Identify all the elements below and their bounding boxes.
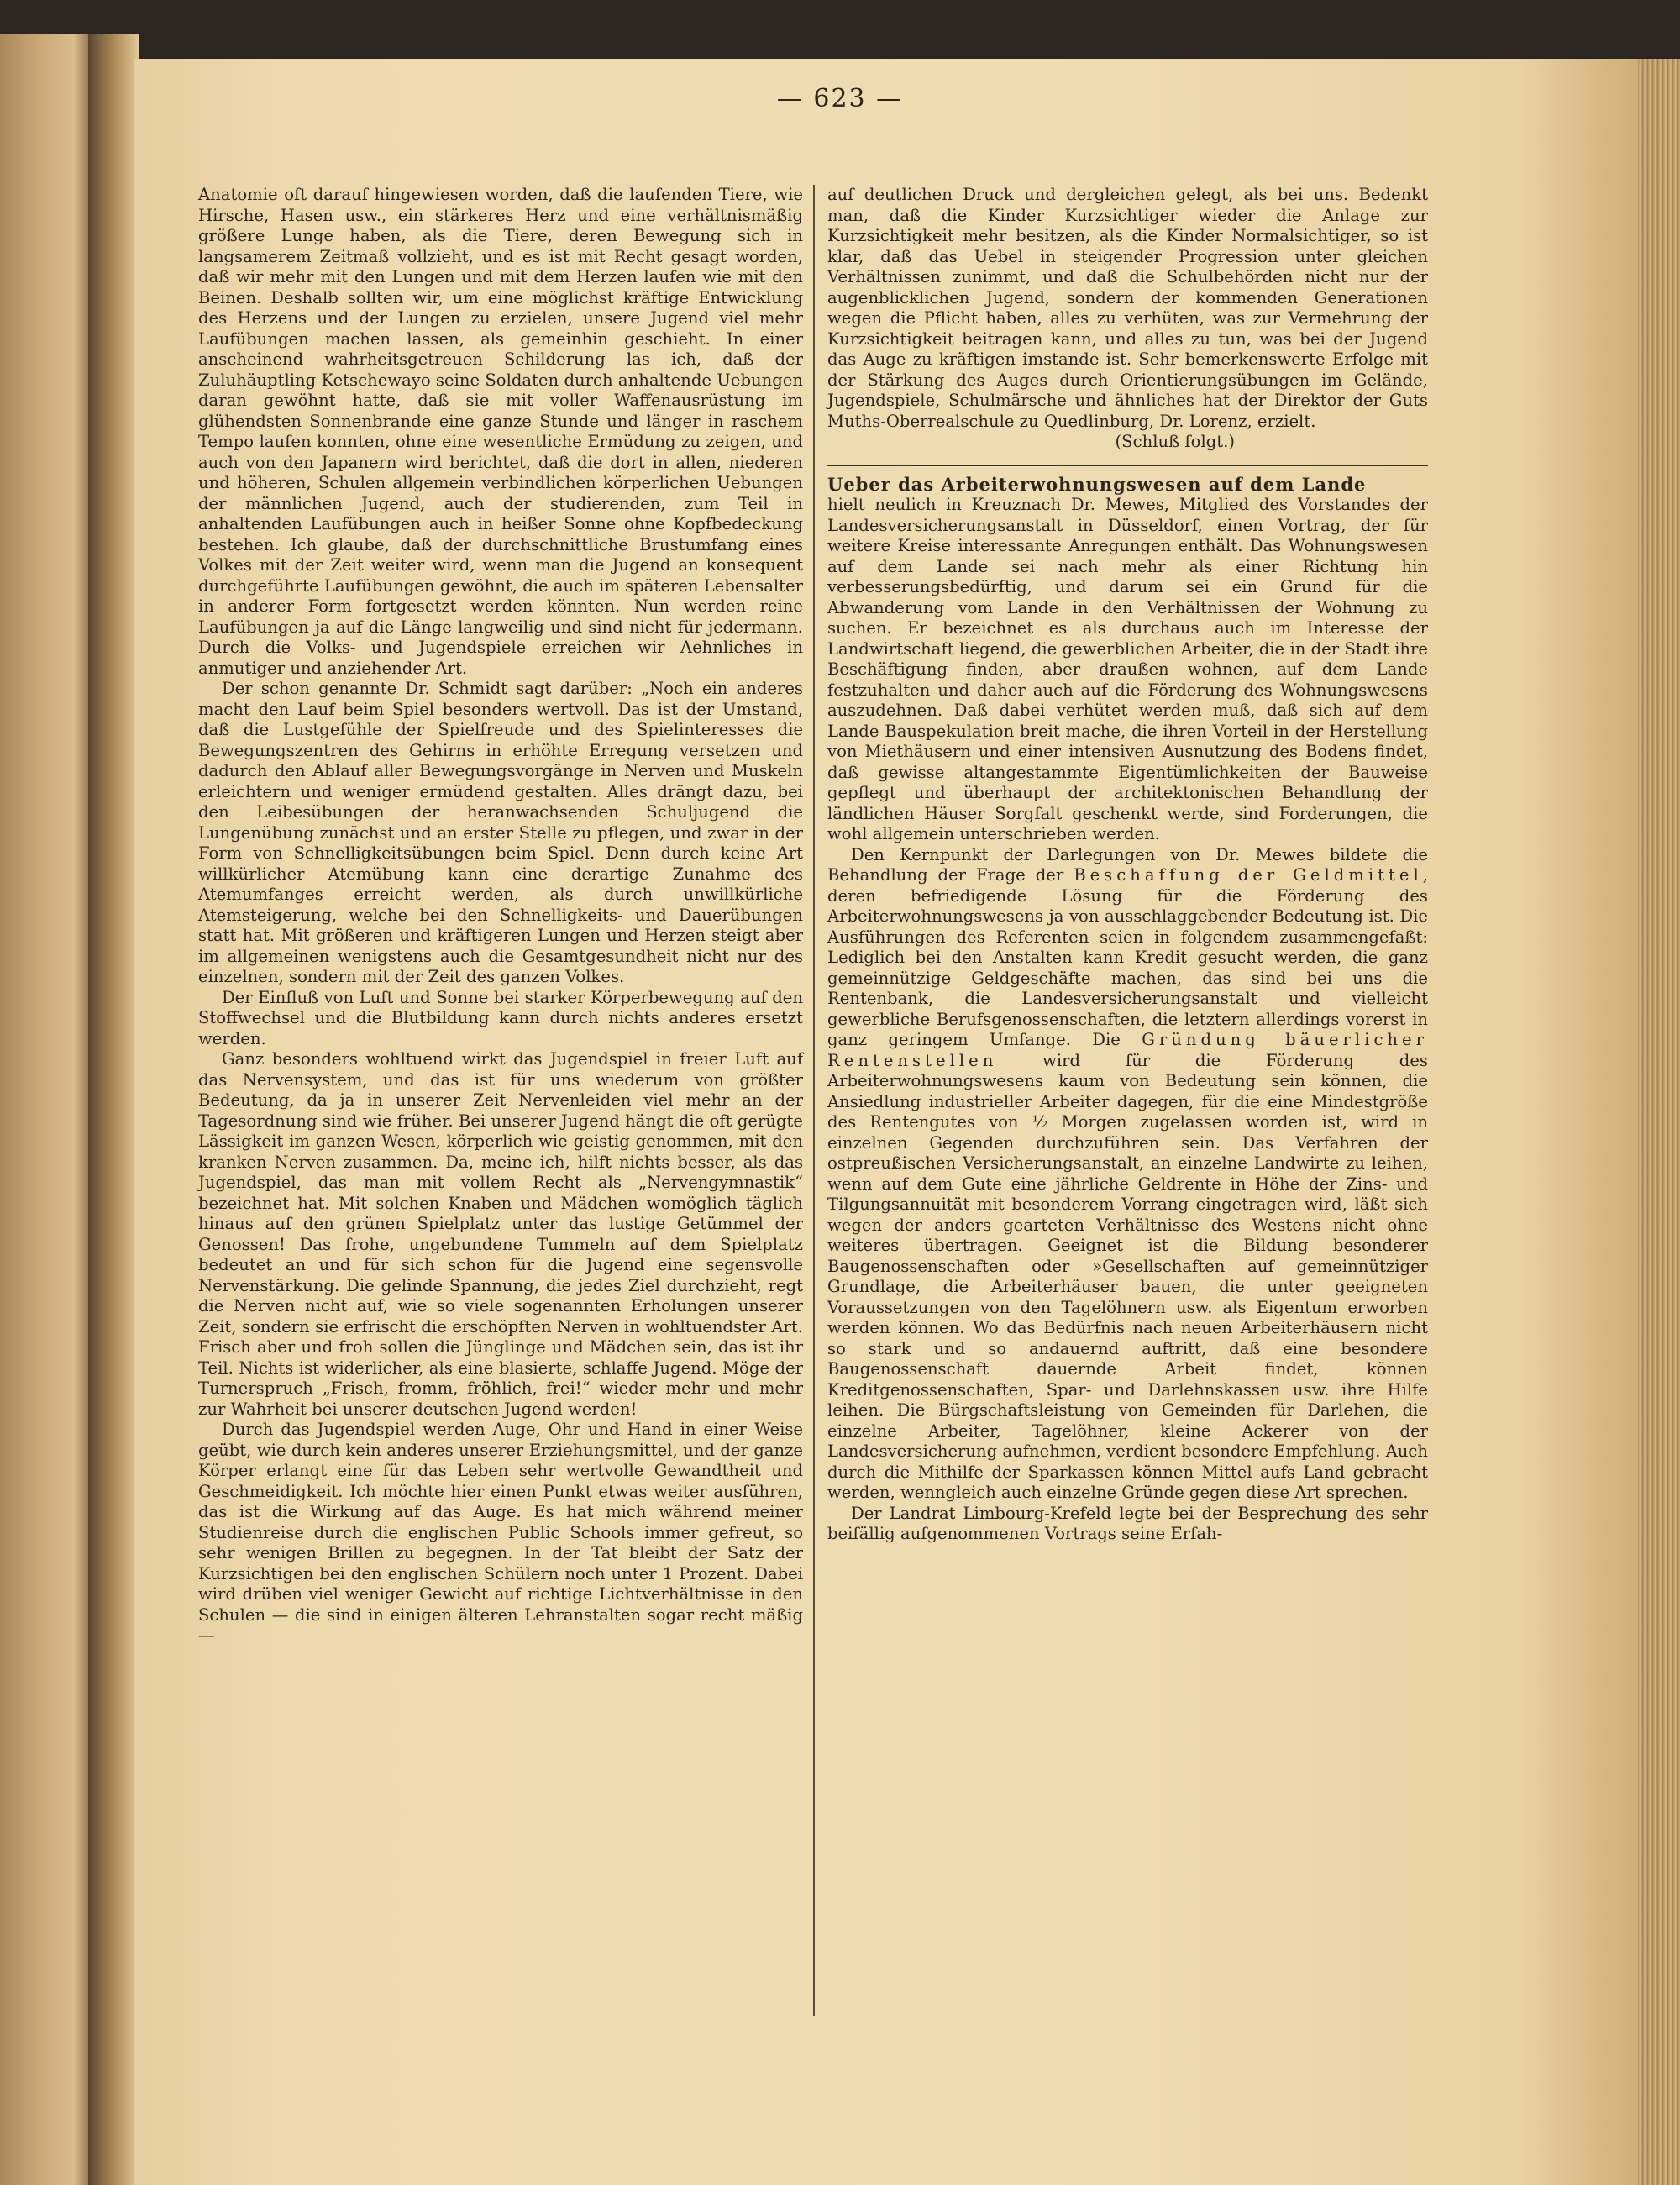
- p2-text-b: , deren befriedigende Lösung für die Förderung des Arbeiterwohnungswesens ja von ausschlaggebender Bedeutung ist. Die Ausführungen des Referenten seien in folgendem zusammengefaßt: Lediglich bei den Anstalten kann Kredit gesucht werden, die ganz gemeinnützige Geldgeschäfte machen, das sind bei uns die Rentenbank, die Landesversicherungsanstalt und vielleicht gewerbliche Berufsgenossenschaften, die letztern allerdings vorerst in ganz geringem Umfange. Die: [827, 865, 1428, 1049]
- p2-text-c: wird für die Förderung des Arbeiterwohnungswesens kaum von Bedeutung sein können, die Ansiedlung industrieller Arbeiter dagegen, für die eine Mindestgröße des Rentengutes von ½ Morgen zugelassen worden ist, wird in einzelnen Gegenden durchzuführen sein. Das Verfahren der ostpreußischen Versicherungsanstalt, an einzelne Landwirte zu leihen, wenn auf dem Gute eine jährliche Geldrente in Höhe der Zins- und Tilgungsannuität mit besonderem Vorrang eingetragen wird, läßt sich wegen der anders gearteten Verhältnisse des Westens nicht ohne weiteres übertragen. Geeignet ist die Bildung besonderer Baugenossenschaften oder »Gesellschaften auf gemeinnütziger Grundlage, die Arbeiterhäuser bauen, die unter geeigneten Voraussetzungen von den Tagelöhnern usw. als Eigentum erworben werden können. Wo das Bedürfnis nach neuen Arbeiterhäusern nicht so stark und so andauernd auftritt, daß eine besondere Baugenossenschaft dauernde Arbeit findet, können Kreditgenossenschaften, Spar- und Darlehnskassen usw. ihre Hilfe leihen. Die Bürgschaftsleistung von Gemeinden für Darlehen, die einzelne Arbeiter, Tagelöhner, kleine Ackerer von der Landesversicherung aufnehmen, verdient besondere Empfehlung. Auch durch die Mithilfe der Sparkassen können Mittel aufs Land gebracht werden, wenngleich auch einzelne Gründe gegen diese Art sprechen.: [827, 1050, 1428, 1502]
- continued-note: (Schluß folgt.): [1115, 432, 1235, 451]
- p2-emphasis-rentenstellen: Gründung bäuerlicher Rentenstellen: [827, 1030, 1428, 1070]
- left-page-edge: [0, 34, 92, 2185]
- book-gutter: [88, 34, 139, 2185]
- p2-emphasis-geldmittel: Beschaffung der Geldmittel: [1074, 865, 1423, 885]
- right-column: [827, 185, 1428, 1545]
- article-paragraph-3: Der Landrat Limbourg-Krefeld legte bei der Besprechung des sehr beifällig aufgenommenen Vortrags seine Erfah-: [827, 1503, 1428, 1543]
- article-title: Ueber das Arbeiterwohnungswesen auf dem Lande: [827, 473, 1367, 495]
- left-column: [198, 185, 803, 1647]
- article-separator: [827, 453, 1428, 466]
- left-paragraph-5: Durch das Jugendspiel werden Auge, Ohr und Hand in einer Weise geübt, wie durch kein anderes unserer Erziehungsmittel, und der ganze Körper erlangt eine für das Leben sehr wertvolle Gewandtheit und Geschmeidigkeit. Ich möchte hier einen Punkt etwas weiter ausführen, das ist die Wirkung auf das Auge. Es hat mich während meiner Studienreise durch die englischen Public Schools immer gefreut, so sehr wenigen Brillen zu begegnen. In der Tat bleibt der Satz der Kurzsichtigen bei den englischen Schülern noch unter 1 Prozent. Dabei wird drüben viel weniger Gewicht auf richtige Lichtverhältnisse in den Schulen — die sind in einigen älteren Lehranstalten sogar recht mäßig —: [198, 1420, 803, 1645]
- p2-text-a: Den Kernpunkt der Darlegungen von Dr. Mewes bildete die Behandlung der Frage der: [827, 844, 1428, 885]
- page-number: — 623 —: [776, 84, 904, 113]
- left-paragraph-4: Ganz besonders wohltuend wirkt das Jugendspiel in freier Luft auf das Nervensystem, und das ist für uns wiederum von größter Bedeutung, da ja in unserer Zeit Nervenleiden viel mehr an der Tagesordnung sind wie früher. Bei unserer Jugend hängt die oft gerügte Lässigkeit im ganzen Wesen, körperlich wie geistig genommen, mit den kranken Nerven zusammen. Da, meine ich, hilft nichts besser, als das Jugendspiel, das man mit vollem Recht als „Nervengymnastik“ bezeichnet hat. Mit solchen Knaben und Mädchen womöglich täglich hinaus auf den grünen Spielplatz unter das lustige Getümmel der Genossen! Das frohe, ungebundene Tummeln auf dem Spielplatz bedeutet an und für sich schon für die Jugend eine segensvolle Nervenstärkung. Die gelinde Spannung, die jedes Ziel durchzieht, regt die Nerven nicht auf, wie so viele sogenannten Erholungen unserer Zeit, sondern sie erfrischt die erschöpften Nerven in wohltuendster Art. Frisch aber und froh sollen die Jünglinge und Mädchen sein, das ist ihr Teil. Nichts ist widerlicher, als eine blasierte, schlaffe Jugend. Möge der Turnerspruch „Frisch, fromm, fröhlich, frei!“ wieder mehr und mehr zur Wahrheit bei unserer deutschen Jugend werden!: [198, 1049, 803, 1419]
- article-paragraph-2: [827, 845, 1428, 1504]
- right-intro-paragraph: auf deutlichen Druck und dergleichen gelegt, als bei uns. Bedenkt man, daß die Kinder Kurzsichtiger wieder die Anlage zur Kurzsichtigkeit mehr besitzen, als die Kinder Normalsichtiger, so ist klar, daß das Uebel in steigender Progression unter gleichen Verhältnissen zunimmt, und daß die Schulbehörden nicht nur der augenblicklichen Jugend, sondern der kommenden Generationen wegen die Pflicht haben, alles zu verhüten, was zur Vermehrung der Kurzsichtigkeit beitragen kann, und alles zu tun, was bei der Jugend das Auge zu kräftigen imstande ist. Sehr bemerkenswerte Erfolge mit der Stärkung des Auges durch Orientierungsübungen im Gelände, Jugendspiele, Schulmärsche und ähnliches hat der Direktor der Guts Muths-Oberrealschule zu Quedlinburg, Dr. Lorenz, erzielt.: [827, 185, 1428, 431]
- column-divider: [813, 185, 815, 2016]
- left-paragraph-3: Der Einfluß von Luft und Sonne bei starker Körperbewegung auf den Stoffwechsel und die Blutbildung kann durch nichts anderes ersetzt werden.: [198, 987, 803, 1048]
- left-paragraph-2: Der schon genannte Dr. Schmidt sagt darüber: „Noch ein anderes macht den Lauf beim Spiel besonders wertvoll. Das ist der Umstand, daß die Lustgefühle der Spielfreude und des Spielinteresses die Bewegungszentren des Gehirns in erhöhte Erregung versetzen und dadurch den Ablauf aller Bewegungsvorgänge in Nerven und Muskeln erleichtern und weniger ermüdend gestalten. Alles drängt dazu, bei den Leibesübungen der heranwachsenden Schuljugend die Lungenübung zunächst und an erster Stelle zu pflegen, und zwar in der Form von Schnelligkeitsübungen beim Spiel. Denn durch keine Art willkürlicher Atemübung kann eine derartige Zunahme des Atemumfanges erreicht werden, als durch unwillkürliche Atemsteigerung, welche bei den Schnelligkeits- und Dauerübungen statt hat. Mit größeren und kräftigeren Lungen und Herzen steigt aber im allgemeinen wenigstens auch die Gesamtgesundheit nicht nur des einzelnen, sondern mit der Zeit des ganzen Volkes.: [198, 679, 803, 986]
- article-paragraph-1: hielt neulich in Kreuznach Dr. Mewes, Mitglied des Vorstandes der Landesversicherungsanstalt in Düsseldorf, einen Vortrag, der für weitere Kreise interessante Anregungen enthält. Das Wohnungswesen auf dem Lande sei nach mehr als einer Richtung hin verbesserungsbedürftig, und darum sei ein Grund für die Abwanderung vom Lande in den Verhältnissen der Wohnung zu suchen. Er bezeichnet es als durchaus auch im Interesse der Landwirtschaft liegend, die gewerblichen Arbeiter, die in der Stadt ihre Beschäftigung finden, aber draußen wohnen, auf dem Lande festzuhalten und daher auch auf die Förderung des Wohnungswesens auszudehnen. Daß dabei verhütet werden muß, daß sich auf dem Lande Bauspekulation breit mache, die ihren Vorteil in der Herstellung von Miethäusern und einer intensiven Ausnutzung des Bodens findet, daß gewisse altangestammte Eigentümlichkeiten der Bauweise gepflegt und überhaupt der architektonischen Behandlung der ländlichen Häuser Sorgfalt geschenkt werde, sind Forderungen, die wohl allgemein unterschrieben werden.: [827, 495, 1428, 843]
- left-paragraph-1: Anatomie oft darauf hingewiesen worden, daß die laufenden Tiere, wie Hirsche, Hasen usw., ein stärkeres Herz und eine verhältnismäßig größere Lunge haben, als die Tiere, deren Bewegung sich in langsamerem Zeitmaß vollzieht, und es ist mit Recht gesagt worden, daß wir mehr mit den Lungen und mit dem Herzen laufen wie mit den Beinen. Deshalb sollten wir, um eine möglichst kräftige Entwicklung des Herzens und der Lungen zu erzielen, unsere Jugend viel mehr Laufübungen machen lassen, als gemeinhin geschieht. In einer anscheinend wahrheitsgetreuen Schilderung las ich, daß der Zuluhäuptling Ketschewayo seine Soldaten durch anhaltende Uebungen daran gewöhnt hatte, daß sie mit voller Waffenausrüstung im glühendsten Sonnenbrande eine ganze Stunde und länger in raschem Tempo laufen konnten, ohne eine wesentliche Ermüdung zu zeigen, und auch von den Japanern wird berichtet, daß die dort in allen, niederen und höheren, Schulen allgemein verbindlichen körperlichen Uebungen der männlichen Jugend, auch der studierenden, zum Teil in anhaltenden Laufübungen auch in heißer Sonne ohne Kopfbedeckung bestehen. Ich glaube, daß der durchschnittliche Brustumfang eines Volkes mit der Zeit weiter wird, wenn man die Jugend an konsequent durchgeführte Laufübungen gewöhnt, die auch im späteren Lebensalter in anderer Form fortgesetzt werden könnten. Nun werden reine Laufübungen ja auf die Länge langweilig und sind nicht für jedermann. Durch die Volks- und Jugendspiele erreichen wir Aehnliches in anmutiger und anziehender Art.: [198, 185, 803, 678]
- page-edges: [1638, 59, 1680, 2185]
